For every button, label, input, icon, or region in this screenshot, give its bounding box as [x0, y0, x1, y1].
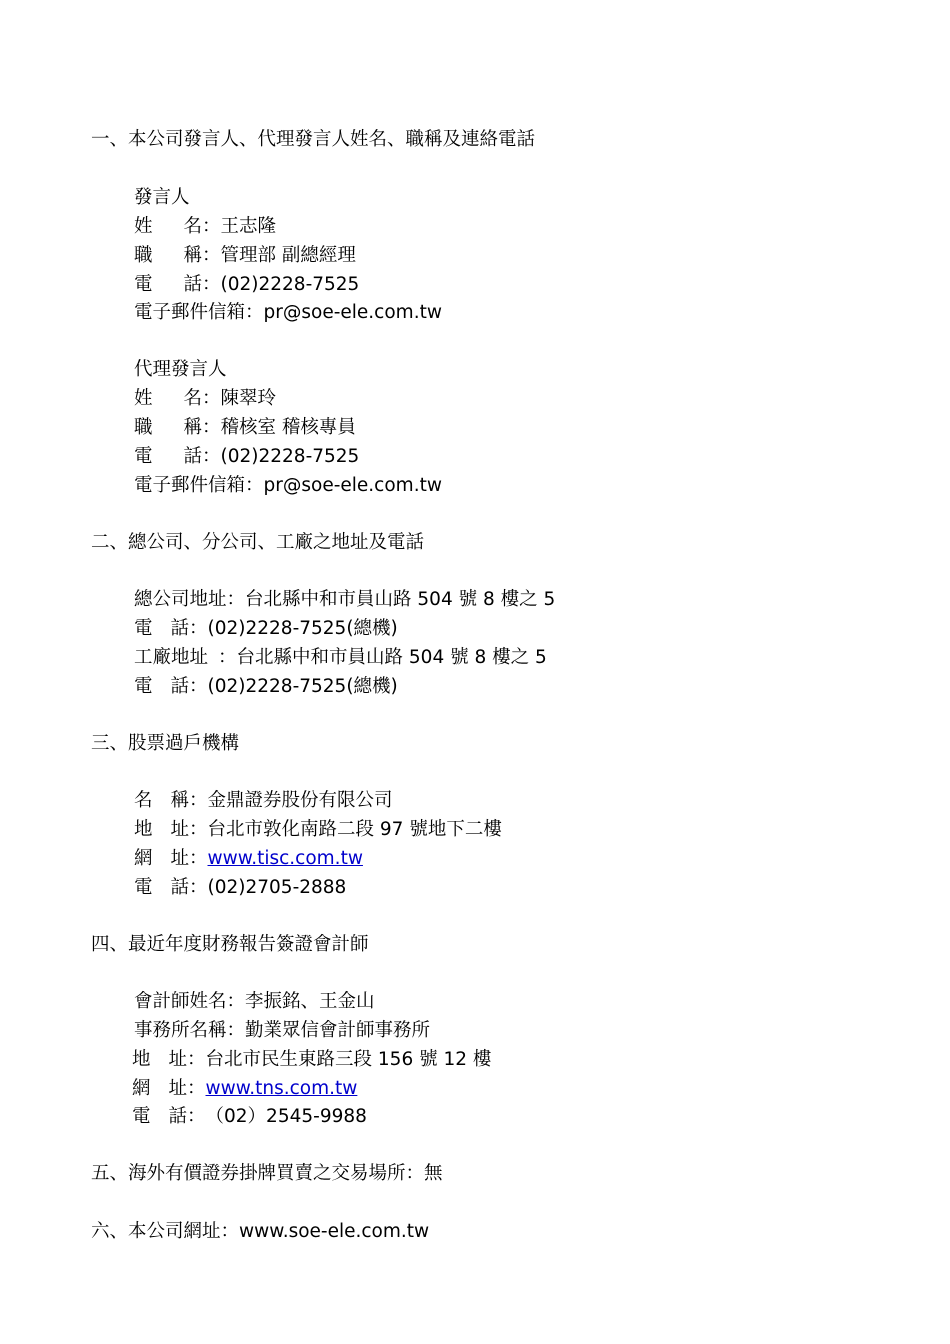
colon: ： — [189, 848, 208, 869]
spokesperson-phone: (02)2228-7525 — [220, 274, 360, 295]
spokesperson-email-row — [134, 301, 442, 325]
spokesperson-heading: 發言人 — [134, 187, 190, 208]
factory-address-row — [134, 646, 547, 670]
accounting-firm-website-link[interactable]: www.tns.com.tw — [205, 1078, 358, 1099]
section5-title: 五、海外有價證券掛牌買賣之交易場所： — [91, 1163, 425, 1184]
deputy-title-row — [134, 416, 356, 440]
transfer-agent-name: 金鼎證券股份有限公司 — [207, 790, 393, 811]
deputy-title: 稽核室 稽核專員 — [220, 417, 356, 438]
accounting-firm-phone: （02）2545-9988 — [205, 1106, 367, 1127]
deputy-heading: 代理發言人 — [134, 359, 227, 380]
section5-row — [91, 1162, 443, 1186]
deputy-name: 陳翠玲 — [220, 388, 277, 409]
factory-address: 台北縣中和市員山路 504 號 8 樓之 5 — [236, 647, 547, 668]
accountant-names: 李振銘、王金山 — [245, 991, 375, 1012]
transfer-agent-website-link[interactable]: www.tisc.com.tw — [207, 848, 363, 869]
deputy-name-label: 姓名 — [134, 388, 202, 409]
transfer-agent-phone-label: 電話 — [134, 877, 189, 898]
section5-value: 無 — [424, 1163, 443, 1184]
transfer-agent-website-row — [134, 847, 363, 871]
accounting-firm: 勤業眾信會計師事務所 — [245, 1020, 431, 1041]
hq-phone: (02)2228-7525(總機) — [207, 618, 398, 639]
colon: ： — [245, 302, 264, 323]
colon: ： — [245, 475, 264, 496]
transfer-agent-phone-row — [134, 876, 346, 900]
section6-row — [91, 1220, 429, 1244]
colon: ： — [187, 1078, 206, 1099]
accounting-firm-address-row — [132, 1048, 491, 1072]
hq-phone-row — [134, 617, 398, 641]
accounting-firm-address: 台北市民生東路三段 156 號 12 樓 — [205, 1049, 492, 1070]
section4-title: 四、最近年度財務報告簽證會計師 — [91, 934, 369, 955]
spokesperson-email: pr@soe-ele.com.tw — [263, 302, 442, 323]
deputy-phone: (02)2228-7525 — [220, 446, 360, 467]
deputy-email: pr@soe-ele.com.tw — [263, 475, 442, 496]
deputy-phone-row — [134, 445, 359, 469]
spokesperson-title-label: 職稱 — [134, 245, 202, 266]
accounting-firm-phone-row — [132, 1105, 367, 1129]
colon: ： — [202, 388, 221, 409]
colon: ： — [189, 618, 208, 639]
deputy-phone-label: 電話 — [134, 446, 202, 467]
spokesperson-name-row — [134, 215, 276, 239]
colon: ： — [226, 991, 246, 1012]
colon: ： — [226, 1020, 246, 1041]
colon: ： — [226, 589, 246, 610]
deputy-title-label: 職稱 — [134, 417, 202, 438]
transfer-agent-address-row — [134, 818, 502, 842]
company-website: www.soe-ele.com.tw — [239, 1221, 430, 1242]
transfer-agent-name-label: 名稱 — [134, 790, 189, 811]
spokesperson-phone-label: 電話 — [134, 274, 202, 295]
spokesperson-phone-row — [134, 273, 359, 297]
colon: ： — [218, 647, 237, 668]
colon: ： — [189, 819, 208, 840]
accountant-names-row — [134, 990, 375, 1014]
deputy-email-label: 電子郵件信箱 — [134, 475, 246, 496]
colon: ： — [189, 676, 208, 697]
factory-phone: (02)2228-7525(總機) — [207, 676, 398, 697]
section6-title: 六、本公司網址： — [91, 1221, 240, 1242]
factory-address-label: 工廠地址 — [134, 647, 209, 668]
transfer-agent-website-label: 網址 — [134, 848, 189, 869]
colon: ： — [202, 216, 221, 237]
factory-phone-label: 電話 — [134, 676, 189, 697]
section1-title: 一、本公司發言人、代理發言人姓名、職稱及連絡電話 — [91, 129, 536, 150]
factory-phone-row — [134, 675, 398, 699]
accounting-firm-phone-label: 電話 — [132, 1106, 187, 1127]
colon: ： — [202, 274, 221, 295]
deputy-email-row — [134, 474, 442, 498]
colon: ： — [202, 417, 221, 438]
spokesperson-name: 王志隆 — [220, 216, 277, 237]
spokesperson-title-row — [134, 244, 356, 268]
transfer-agent-phone: (02)2705-2888 — [207, 877, 347, 898]
colon: ： — [189, 790, 208, 811]
spokesperson-name-label: 姓名 — [134, 216, 202, 237]
hq-address-row — [134, 588, 555, 612]
accounting-firm-website-label: 網址 — [132, 1078, 187, 1099]
hq-phone-label: 電話 — [134, 618, 189, 639]
deputy-name-row — [134, 387, 276, 411]
hq-address-label: 總公司地址 — [134, 589, 227, 610]
accountant-names-label: 會計師姓名 — [134, 991, 227, 1012]
section2-title: 二、總公司、分公司、工廠之地址及電話 — [91, 532, 425, 553]
hq-address: 台北縣中和市員山路 504 號 8 樓之 5 — [245, 589, 556, 610]
spokesperson-email-label: 電子郵件信箱 — [134, 302, 246, 323]
colon: ： — [189, 877, 208, 898]
colon: ： — [202, 446, 221, 467]
spokesperson-title: 管理部 副總經理 — [220, 245, 356, 266]
colon: ： — [202, 245, 221, 266]
transfer-agent-address: 台北市敦化南路二段 97 號地下二樓 — [207, 819, 502, 840]
accounting-firm-row — [134, 1019, 430, 1043]
accounting-firm-website-row — [132, 1077, 357, 1101]
transfer-agent-address-label: 地址 — [134, 819, 189, 840]
accounting-firm-address-label: 地址 — [132, 1049, 187, 1070]
transfer-agent-name-row — [134, 789, 393, 813]
colon: ： — [187, 1049, 206, 1070]
colon: ： — [187, 1106, 206, 1127]
section3-title: 三、股票過戶機構 — [91, 733, 240, 754]
accounting-firm-label: 事務所名稱 — [134, 1020, 227, 1041]
